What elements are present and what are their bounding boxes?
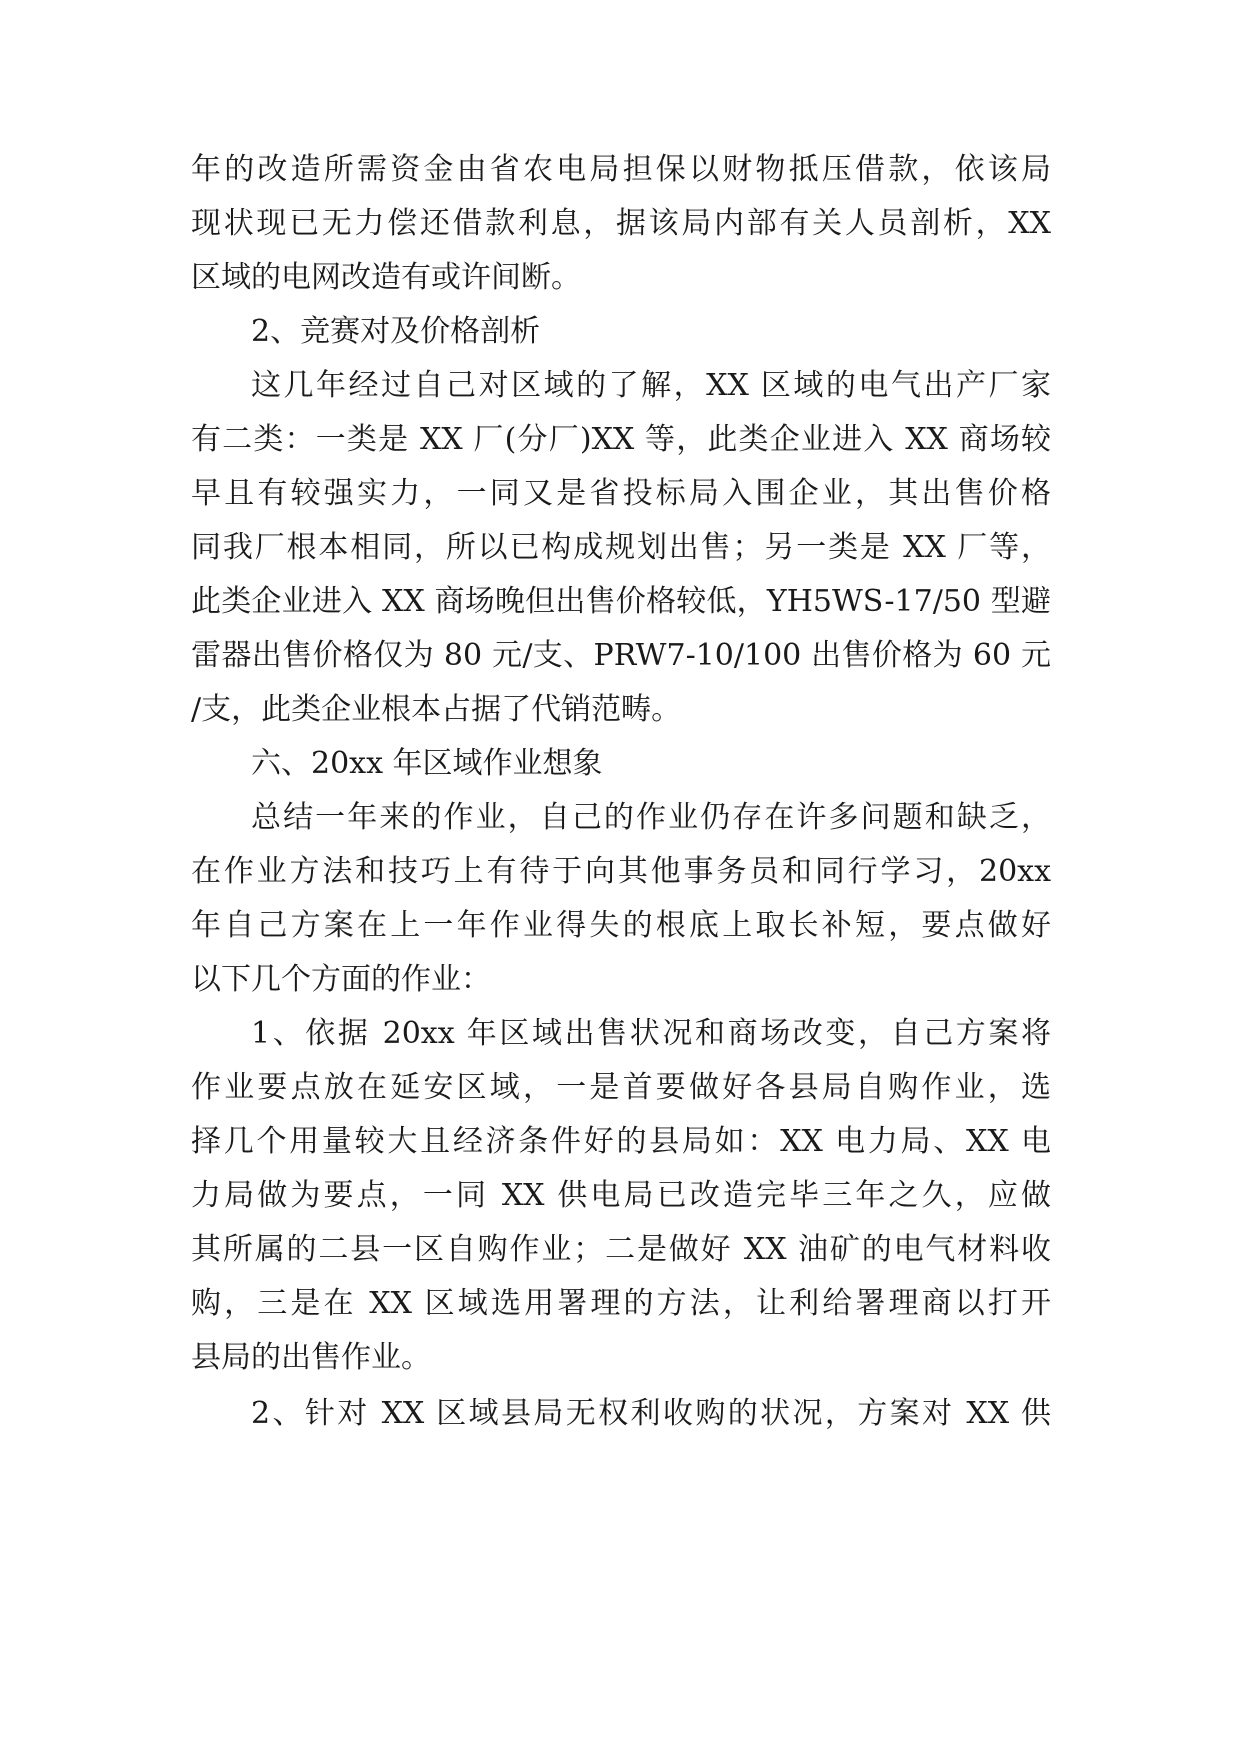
- text-line: 县局的出售作业。: [191, 1340, 431, 1375]
- text-line: 以下几个方面的作业：: [191, 962, 491, 997]
- text-line: 现状现已无力偿还借款利息，据该局内部有关人员剖析，XX: [191, 206, 1051, 241]
- text-line: 此类企业进入 XX 商场晚但出售价格较低，YH5WS-17/50 型避: [191, 584, 1051, 619]
- text-line: 总结一年来的作业，自己的作业仍存在许多问题和缺乏，: [251, 800, 1051, 835]
- text-line: 年自己方案在上一年作业得失的根底上取长补短，要点做好: [191, 908, 1051, 943]
- text-line: 其所属的二县一区自购作业；二是做好 XX 油矿的电气材料收: [191, 1232, 1051, 1267]
- text-line: 这几年经过自己对区域的了解，XX 区域的电气出产厂家: [251, 368, 1051, 403]
- text-line: 区域的电网改造有或许间断。: [191, 260, 581, 295]
- text-line: 购，三是在 XX 区域选用署理的方法，让利给署理商以打开: [191, 1286, 1051, 1321]
- text-line: 力局做为要点，一同 XX 供电局已改造完毕三年之久，应做: [191, 1178, 1051, 1213]
- text-line: 早且有较强实力，一同又是省投标局入围企业，其出售价格: [191, 476, 1051, 511]
- text-line: 1、依据 20xx 年区域出售状况和商场改变，自己方案将: [251, 1016, 1051, 1051]
- text-line: 择几个用量较大且经济条件好的县局如：XX 电力局、XX 电: [191, 1124, 1051, 1159]
- section-heading: 六、20xx 年区域作业想象: [251, 746, 603, 781]
- text-line: /支，此类企业根本占据了代销范畴。: [191, 692, 682, 727]
- text-line: 有二类：一类是 XX 厂(分厂)XX 等，此类企业进入 XX 商场较: [191, 422, 1051, 457]
- text-line: 2、针对 XX 区域县局无权利收购的状况，方案对 XX 供: [251, 1396, 1051, 1431]
- text-line: 在作业方法和技巧上有待于向其他事务员和同行学习，20xx: [191, 854, 1051, 889]
- text-line: 年的改造所需资金由省农电局担保以财物抵压借款，依该局: [191, 152, 1051, 187]
- section-heading: 2、竞赛对及价格剖析: [251, 314, 541, 349]
- text-line: 雷器出售价格仅为 80 元/支、PRW7-10/100 出售价格为 60 元: [191, 638, 1051, 673]
- text-line: 作业要点放在延安区域，一是首要做好各县局自购作业，选: [191, 1070, 1051, 1105]
- text-line: 同我厂根本相同，所以已构成规划出售；另一类是 XX 厂等，: [191, 530, 1051, 565]
